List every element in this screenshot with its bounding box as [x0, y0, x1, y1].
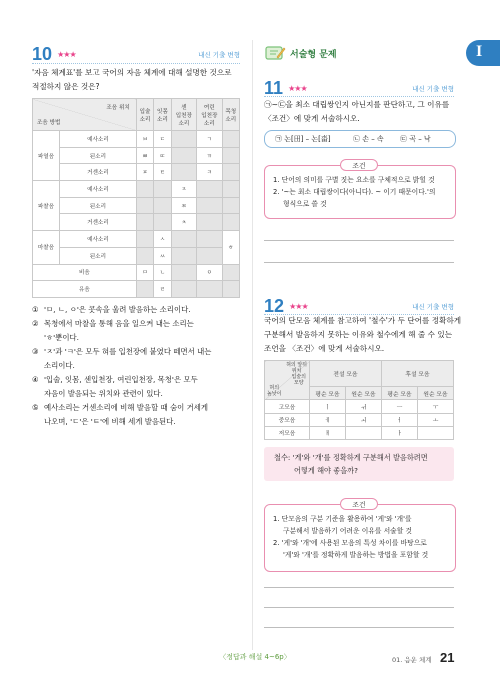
q12-condition-box: [264, 504, 456, 572]
option-5-line: 예사소리는 거센소리에 비해 발음할 때 숨이 거세게: [44, 403, 209, 412]
q11-question: [264, 98, 464, 126]
vowel-corner-b: 입술의 모양: [291, 374, 306, 386]
q12-speech-line2: 어떻게 해야 좋을까?: [294, 466, 358, 475]
cell: ㅎ: [222, 231, 239, 264]
cell: ㅇ: [197, 264, 222, 281]
q11-header: [264, 78, 454, 96]
q12-answer-line-1[interactable]: [264, 587, 454, 588]
vowel-cell: ㅡ: [382, 400, 418, 413]
q11-number: 11: [264, 78, 284, 98]
vowel-cell: ㅓ: [382, 413, 418, 426]
cell: [197, 214, 222, 231]
cell: [222, 214, 239, 231]
option-2-mark: ②: [32, 319, 39, 328]
q10-number: 10: [32, 44, 53, 64]
cell: [222, 181, 239, 198]
vowel-sub-header: 평순 모음: [382, 387, 418, 400]
cell: [154, 197, 171, 214]
sub-label: 예사소리: [60, 131, 137, 148]
q10-header: [32, 44, 240, 62]
corner-top-label: 조음 위치: [106, 105, 130, 111]
vowel-cell: [346, 426, 382, 439]
q11-tag: 내신 기출 변형: [412, 85, 454, 93]
q11-example-1: ㉠ 논[田] – 논[畓]: [275, 135, 331, 143]
sub-label: 예사소리: [60, 231, 137, 248]
cell: [222, 131, 239, 148]
q12-tag: 내신 기출 변형: [412, 303, 454, 311]
q10-tag: 내신 기출 변형: [198, 51, 240, 59]
cell: [171, 231, 196, 248]
q11-condition-title: 조건: [340, 159, 378, 171]
cell: [136, 214, 153, 231]
vowel-row-label: 중모음: [265, 413, 310, 426]
vowel-sub-header: 원순 모음: [346, 387, 382, 400]
option-4[interactable]: [32, 373, 247, 401]
cell: ㄲ: [197, 147, 222, 164]
q12-condition-line: 1. 단모음의 구분 기준을 활용하여 '게'와 '개'를: [273, 515, 412, 523]
cell: ㅊ: [171, 214, 196, 231]
option-5-line: 나오며, 'ㄷ'은 'ㅌ'에 비해 세게 발음된다.: [44, 417, 176, 426]
q12-speech-line1: 철수: '게'와 '개'를 정확하게 구분해서 발음하려면: [274, 453, 428, 462]
q10-divider: [32, 63, 240, 64]
cell: ㄱ: [197, 131, 222, 148]
cell: [171, 281, 196, 298]
manner-fricative: 마찰음: [33, 231, 60, 264]
cell: [197, 181, 222, 198]
answer-reference-text: 정답과 해설 4~6p: [226, 653, 284, 661]
q12-condition-line: '게'와 '개'를 정확하게 발음하는 방법을 포함할 것: [283, 551, 429, 559]
cell: [222, 164, 239, 181]
q12-question-line1: 국어의 단모음 체계를 참고하여 '철수'가 두 단어를 정확하게: [264, 316, 462, 325]
q11-example-2: ㉡ 손 – 속: [353, 135, 384, 143]
sub-label: 예사소리: [60, 181, 137, 198]
q12-question-line3: 조언을 〈조건〉에 맞게 서술하시오.: [264, 344, 385, 353]
cell: ㅈ: [171, 181, 196, 198]
footer-chapter: 01. 음운 체계: [392, 656, 432, 664]
option-4-line: 자음이 발음되는 위치와 관련이 있다.: [44, 389, 163, 398]
vowel-row-label: 저모음: [265, 426, 310, 439]
cell: ㅂ: [136, 131, 153, 148]
cell: [154, 214, 171, 231]
option-3-line: 'ㅈ'과 'ㅋ'은 모두 혀를 입천장에 붙였다 떼면서 내는: [44, 347, 212, 356]
option-3-mark: ③: [32, 347, 39, 356]
vowel-cell: ㅔ: [310, 413, 346, 426]
cell: ㅍ: [136, 164, 153, 181]
vowel-cell: ㅟ: [346, 400, 382, 413]
col-header: 목청 소리: [222, 99, 239, 131]
cell: [171, 147, 196, 164]
manner-nasal: 비음: [33, 264, 137, 281]
answer-reference[interactable]: [210, 652, 300, 662]
manner-plosive: 파열음: [33, 131, 60, 181]
cell: ㅆ: [154, 247, 171, 264]
q12-condition-line: 2. '게'와 '개'에 사용된 모음의 특성 차이를 바탕으로: [273, 539, 427, 547]
cell: [154, 181, 171, 198]
vowel-cell: ㅐ: [310, 426, 346, 439]
q11-divider: [264, 96, 454, 97]
sub-label: 된소리: [60, 247, 137, 264]
cell: ㄷ: [154, 131, 171, 148]
cell: [171, 131, 196, 148]
cell: ㅅ: [154, 231, 171, 248]
option-4-line: '입술, 잇몸, 센입천장, 여린입천장, 목청'은 모두: [44, 375, 198, 384]
cell: ㄹ: [154, 281, 171, 298]
cell: [136, 197, 153, 214]
cell: [136, 281, 153, 298]
page-number: 21: [440, 650, 455, 665]
q12-stars: ★★★: [289, 302, 308, 311]
sub-label: 된소리: [60, 197, 137, 214]
q11-answer-line-1[interactable]: [264, 240, 454, 241]
q11-answer-line-2[interactable]: [264, 262, 454, 263]
cell: ㄸ: [154, 147, 171, 164]
sub-label: 거센소리: [60, 164, 137, 181]
col-header: 센 입천장 소리: [171, 99, 196, 131]
cell: [136, 231, 153, 248]
cell: [136, 181, 153, 198]
cell: [197, 281, 222, 298]
cell: ㄴ: [154, 264, 171, 281]
option-1[interactable]: [32, 303, 247, 317]
q10-question: [32, 66, 247, 94]
q11-question-line2: 〈조건〉에 맞게 서술하시오.: [264, 114, 360, 123]
vowel-row-label: 고모음: [265, 400, 310, 413]
vowel-cell: ㅏ: [382, 426, 418, 439]
q12-speech-box: [264, 447, 454, 481]
cell: [222, 281, 239, 298]
q12-answer-line-2[interactable]: [264, 607, 454, 608]
option-5-mark: ⑤: [32, 403, 39, 412]
option-1-line: 'ㅁ, ㄴ, ㅇ'은 콧속을 울려 발음하는 소리이다.: [44, 305, 191, 314]
col-header: 여린 입천장 소리: [197, 99, 222, 131]
q12-condition-text: [273, 513, 453, 561]
q11-examples-box: [264, 130, 456, 148]
q12-number: 12: [264, 296, 285, 316]
q11-stars: ★★★: [288, 84, 307, 93]
vowel-corner-a: 혀의 앞뒤 위치: [286, 362, 307, 374]
vowel-corner-c: 혀의 높낮이: [267, 385, 282, 398]
cell: [171, 247, 196, 264]
pencil-icon: [264, 44, 286, 62]
cell: ㅋ: [197, 164, 222, 181]
section-header: [264, 44, 464, 64]
q10-options: [32, 303, 247, 429]
q10-question-line2: 적절하지 않은 것은?: [32, 82, 100, 91]
cell: [222, 264, 239, 281]
option-4-mark: ④: [32, 375, 39, 384]
q12-question-line2: 구분해서 발음하지 못하는 이유와 철수에게 해 줄 수 있는: [264, 330, 453, 339]
q10-question-line1: '자음 체계표'를 보고 국어의 자음 체계에 대해 설명한 것으로: [32, 68, 232, 77]
q11-condition-line: 2. '~는 최소 대립쌍이다(아니다). ~ 이기 때문이다.'의: [273, 188, 436, 196]
q11-question-line1: ㉠~㉢을 최소 대립쌍인지 아닌지를 판단하고, 그 이유를: [264, 100, 450, 109]
cell: [171, 164, 196, 181]
cell: [197, 197, 222, 214]
consonant-table: [32, 98, 240, 298]
section-side-mark: I: [476, 43, 483, 60]
option-1-mark: ①: [32, 305, 39, 314]
chevron-right-icon: 〉: [283, 653, 291, 661]
q12-condition-title: 조건: [340, 498, 378, 510]
q11-example-3: ㉢ 곡 – 낙: [400, 135, 431, 143]
option-2[interactable]: [32, 317, 247, 345]
vowel-cell: [418, 426, 454, 439]
front-vowel-header: 전설 모음: [310, 361, 382, 387]
col-header: 잇몸 소리: [154, 99, 171, 131]
cell: ㅃ: [136, 147, 153, 164]
cell: [136, 247, 153, 264]
vowel-table: [264, 360, 454, 440]
corner-bottom-label: 조음 방법: [37, 120, 61, 126]
cell: [197, 247, 222, 264]
back-vowel-header: 후설 모음: [382, 361, 454, 387]
vowel-cell: ㅣ: [310, 400, 346, 413]
chevron-left-icon: 〈: [219, 653, 227, 661]
q11-condition-text: [273, 174, 453, 210]
consonant-table-corner: [33, 99, 137, 131]
sub-label: 거센소리: [60, 214, 137, 231]
manner-affricate: 파찰음: [33, 181, 60, 231]
option-3[interactable]: [32, 345, 247, 373]
manner-liquid: 유음: [33, 281, 137, 298]
cell: ㅌ: [154, 164, 171, 181]
vowel-cell: ㅗ: [418, 413, 454, 426]
vowel-cell: ㅜ: [418, 400, 454, 413]
column-divider: [252, 40, 253, 650]
cell: [222, 197, 239, 214]
cell: ㅉ: [171, 197, 196, 214]
q10-stars: ★★★: [57, 50, 76, 59]
q12-answer-line-3[interactable]: [264, 627, 454, 628]
option-2-line: 목청에서 마찰을 통해 음을 일으켜 내는 소리는: [44, 319, 194, 328]
section-title: 서술형 문제: [290, 50, 337, 60]
col-header: 입술 소리: [136, 99, 153, 131]
vowel-sub-header: 원순 모음: [418, 387, 454, 400]
section-side-tab: [466, 40, 500, 66]
option-2-line: 'ㅎ'뿐이다.: [44, 333, 79, 342]
option-3-line: 소리이다.: [44, 361, 75, 370]
vowel-cell: ㅚ: [346, 413, 382, 426]
q12-question: [264, 314, 464, 356]
cell: [197, 231, 222, 248]
sub-label: 된소리: [60, 147, 137, 164]
q11-condition-line: 1. 단어의 의미를 구별 짓는 요소를 구체적으로 밝힐 것: [273, 176, 435, 184]
q12-header: [264, 296, 454, 314]
vowel-sub-header: 평순 모음: [310, 387, 346, 400]
vowel-table-corner: [265, 361, 310, 400]
option-5[interactable]: [32, 401, 247, 429]
q11-condition-line: 형식으로 쓸 것: [283, 200, 327, 208]
q12-condition-line: 구분해서 발음하기 어려운 이유를 서술할 것: [283, 527, 412, 535]
q11-condition-box: [264, 165, 456, 219]
cell: [171, 264, 196, 281]
cell: ㅁ: [136, 264, 153, 281]
cell: [222, 147, 239, 164]
